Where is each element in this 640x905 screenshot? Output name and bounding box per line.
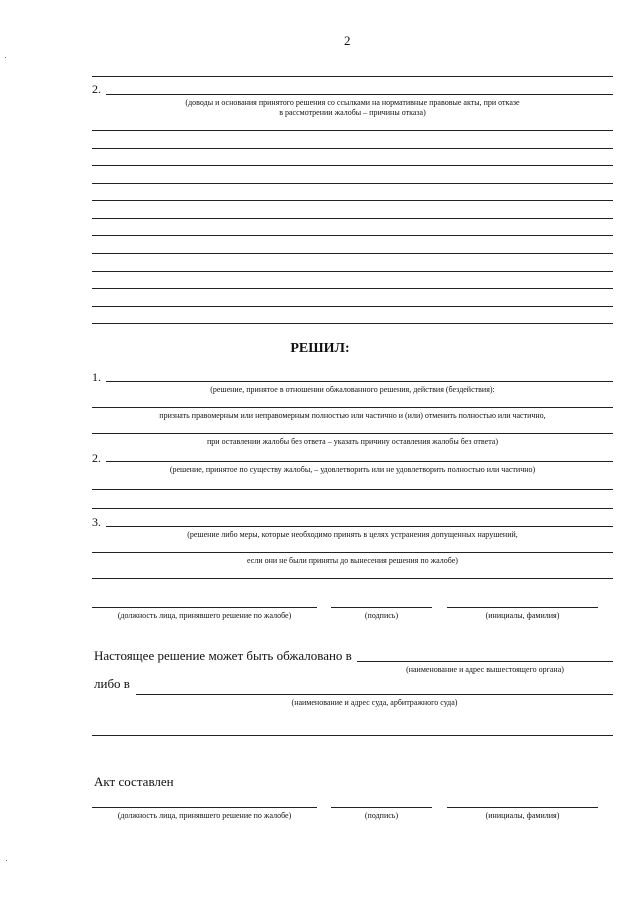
blank-line	[106, 526, 613, 527]
blank-line	[357, 661, 613, 662]
item1-caption: (решение, принятое в отношении обжалованного решения, действия (бездействия):	[210, 385, 495, 394]
signature-caption: (подпись)	[364, 611, 399, 620]
item-number: 2.	[92, 451, 101, 465]
blank-line	[92, 130, 613, 131]
page-number: 2	[344, 33, 351, 48]
blank-line	[92, 253, 613, 254]
signature-line	[331, 607, 432, 608]
appeal-text: Настоящее решение может быть обжаловано в	[94, 648, 352, 663]
blank-line	[92, 323, 613, 324]
appeal-caption1: (наименование и адрес вышестоящего органа)	[406, 665, 564, 674]
position-caption: (должность лица, принявшего решение по жалобе)	[117, 811, 292, 820]
signature-caption: (подпись)	[364, 811, 399, 820]
blank-line	[92, 306, 613, 307]
blank-line	[106, 94, 613, 95]
blank-line	[92, 735, 613, 736]
blank-line	[92, 407, 613, 408]
name-line	[447, 807, 598, 808]
scan-speck	[5, 57, 6, 58]
act-label: Акт составлен	[94, 774, 174, 789]
item-number: 1.	[92, 370, 101, 384]
item-number: 3.	[92, 515, 101, 529]
item1-line2: признать правомерным или неправомерным полностью или частично и (или) отменить полностью или частично,	[159, 411, 546, 420]
blank-line	[92, 288, 613, 289]
blank-line	[92, 76, 613, 77]
name-caption: (инициалы, фамилия)	[485, 811, 560, 820]
blank-line	[92, 508, 613, 509]
section2-caption-line1: (доводы и основания принятого решения со ссылками на нормативные правовые акты, при отказе	[185, 98, 520, 107]
appeal-caption2: (наименование и адрес суда, арбитражного суда)	[291, 698, 458, 707]
item2-caption: (решение, принятое по существу жалобы, – удовлетворить или не удовлетворить полностью или частично)	[169, 465, 536, 474]
name-caption: (инициалы, фамилия)	[485, 611, 560, 620]
item3-line2: если они не были приняты до вынесения решения по жалобе)	[247, 556, 458, 565]
blank-line	[92, 433, 613, 434]
position-caption: (должность лица, принявшего решение по жалобе)	[117, 611, 292, 620]
section-number: 2.	[92, 82, 101, 96]
blank-line	[92, 183, 613, 184]
blank-line	[92, 578, 613, 579]
blank-line	[106, 381, 613, 382]
blank-line	[136, 694, 613, 695]
blank-line	[92, 489, 613, 490]
blank-line	[92, 200, 613, 201]
blank-line	[92, 148, 613, 149]
blank-line	[92, 552, 613, 553]
signature-line	[331, 807, 432, 808]
section2-caption-line2: в рассмотрении жалобы – причины отказа)	[279, 108, 426, 117]
or-text: либо в	[94, 676, 130, 691]
scan-speck	[6, 860, 7, 861]
name-line	[447, 607, 598, 608]
blank-line	[92, 235, 613, 236]
blank-line	[92, 271, 613, 272]
position-line	[92, 607, 317, 608]
blank-line	[92, 218, 613, 219]
blank-line	[106, 461, 613, 462]
item3-caption: (решение либо меры, которые необходимо принять в целях устранения допущенных нарушений,	[187, 530, 518, 539]
item1-line3: при оставлении жалобы без ответа – указать причину оставления жалобы без ответа)	[207, 437, 498, 446]
position-line	[92, 807, 317, 808]
decision-heading: РЕШИЛ:	[290, 341, 350, 356]
blank-line	[92, 165, 613, 166]
